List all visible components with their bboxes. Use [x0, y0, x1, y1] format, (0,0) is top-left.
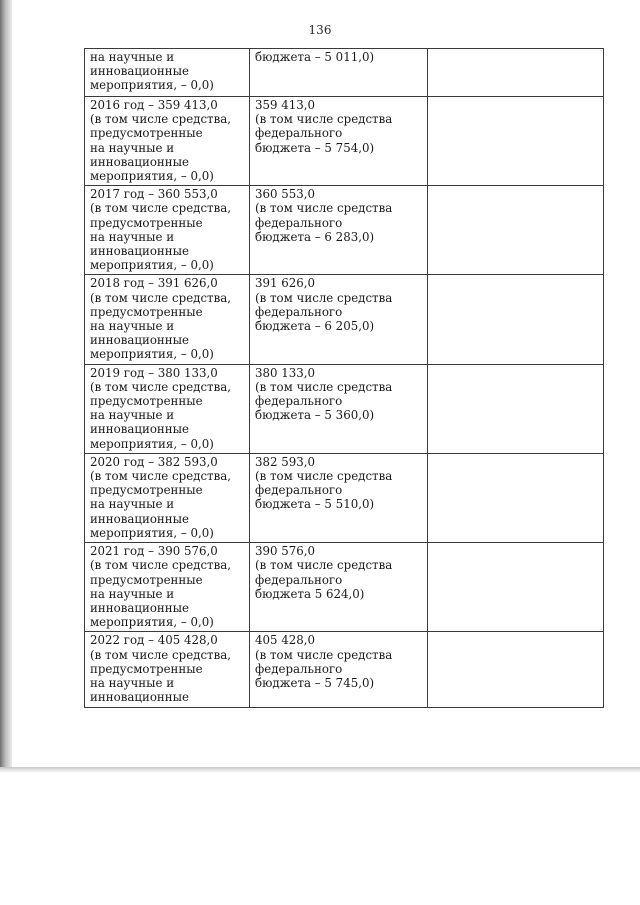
table-row: [85, 49, 604, 97]
federal-funding-cell: 382 593,0 (в том числе средства федерального бюджета – 5 510,0): [250, 453, 428, 542]
table-row: [85, 543, 604, 632]
federal-funding-cell: 380 133,0 (в том числе средства федерального бюджета – 5 360,0): [250, 364, 428, 453]
federal-funding-cell: 391 626,0 (в том числе средства федерального бюджета – 6 205,0): [250, 275, 428, 364]
empty-cell: [428, 543, 604, 632]
empty-cell: [428, 186, 604, 275]
table-row: [85, 632, 604, 708]
table-row: [85, 364, 604, 453]
table-row: [85, 275, 604, 364]
total-funding-cell: 2021 год – 390 576,0 (в том числе средства, предусмотренные на научные и инновационные мероприятия, – 0,0): [85, 543, 250, 632]
table-row: [85, 97, 604, 186]
empty-cell: [428, 97, 604, 186]
empty-cell: [428, 632, 604, 708]
total-funding-cell: 2017 год – 360 553,0 (в том числе средства, предусмотренные на научные и инновационные мероприятия, – 0,0): [85, 186, 250, 275]
total-funding-cell: 2020 год – 382 593,0 (в том числе средства, предусмотренные на научные и инновационные мероприятия, – 0,0): [85, 453, 250, 542]
empty-cell: [428, 453, 604, 542]
federal-funding-cell: 359 413,0 (в том числе средства федерального бюджета – 5 754,0): [250, 97, 428, 186]
table-row: [85, 453, 604, 542]
page-number: 136: [308, 23, 332, 37]
federal-funding-cell: 360 553,0 (в том числе средства федерального бюджета – 6 283,0): [250, 186, 428, 275]
empty-cell: [428, 364, 604, 453]
total-funding-cell: 2022 год – 405 428,0 (в том числе средства, предусмотренные на научные и инновационные: [85, 632, 250, 708]
table-row: [85, 186, 604, 275]
federal-funding-cell: бюджета – 5 011,0): [250, 49, 428, 97]
total-funding-cell: 2018 год – 391 626,0 (в том числе средства, предусмотренные на научные и инновационные мероприятия, – 0,0): [85, 275, 250, 364]
federal-funding-cell: 390 576,0 (в том числе средства федерального бюджета 5 624,0): [250, 543, 428, 632]
scan-page-edge: [0, 0, 12, 770]
scan-page-bottom-shadow: [0, 767, 640, 773]
federal-funding-cell: 405 428,0 (в том числе средства федерального бюджета – 5 745,0): [250, 632, 428, 708]
empty-cell: [428, 275, 604, 364]
budget-table: [84, 48, 604, 708]
empty-cell: [428, 49, 604, 97]
total-funding-cell: 2016 год – 359 413,0 (в том числе средства, предусмотренные на научные и инновационные мероприятия, – 0,0): [85, 97, 250, 186]
total-funding-cell: на научные и инновационные мероприятия, – 0,0): [85, 49, 250, 97]
total-funding-cell: 2019 год – 380 133,0 (в том числе средства, предусмотренные на научные и инновационные мероприятия, – 0,0): [85, 364, 250, 453]
